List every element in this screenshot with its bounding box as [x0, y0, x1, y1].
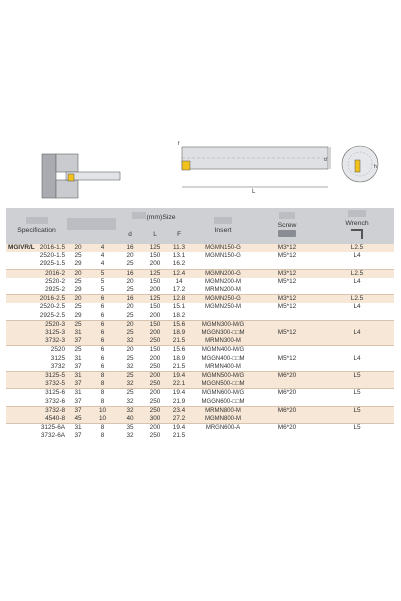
model-cell	[6, 320, 35, 329]
wrench-cell	[320, 260, 394, 269]
model-cell	[6, 363, 35, 372]
spec-cell: 2925-2.5	[35, 312, 67, 321]
insert-cell: MRMN800-M	[192, 406, 254, 415]
size-a-cell: 31	[67, 424, 89, 433]
dim-F-cell: 15.6	[166, 320, 192, 329]
spec-cell: 3732-5	[35, 380, 67, 389]
table-row	[6, 406, 394, 415]
wrench-cell	[320, 320, 394, 329]
size-b-cell: 8	[89, 372, 116, 381]
size-a-cell: 37	[67, 406, 89, 415]
dim-L-cell: 250	[144, 406, 166, 415]
wrench-cell: L5	[320, 406, 394, 415]
dim-d-label: d	[324, 157, 327, 163]
dim-L-cell: 200	[144, 260, 166, 269]
spec-cell: 3125-6A	[35, 424, 67, 433]
table-row	[6, 320, 394, 329]
header-placeholder-block	[67, 218, 116, 230]
screw-cell: M5*12	[254, 355, 320, 363]
dim-L-cell: 250	[144, 337, 166, 346]
spec-cell: 3125-3	[35, 329, 67, 337]
size-a-cell: 20	[67, 269, 89, 278]
table-row	[6, 389, 394, 398]
size-a-cell: 25	[67, 346, 89, 355]
insert-cell: MGGN400-□□M	[192, 355, 254, 363]
table-row	[6, 398, 394, 407]
insert-cell: MRMN400-M	[192, 363, 254, 372]
table-row	[6, 424, 394, 433]
spec-cell: 3125-6	[35, 389, 67, 398]
dim-d-cell: 16	[116, 269, 144, 278]
table-row	[6, 355, 394, 363]
size-b-cell: 5	[89, 286, 116, 295]
workpiece-wall-top	[56, 154, 78, 172]
header-insert: Insert	[192, 208, 254, 244]
insert-tip	[182, 161, 190, 170]
size-a-cell: 20	[67, 244, 89, 252]
dim-L-cell: 250	[144, 398, 166, 407]
dim-F-cell: 12.4	[166, 269, 192, 278]
dim-F-cell: 12.8	[166, 295, 192, 304]
size-a-cell: 20	[67, 295, 89, 304]
size-b-cell: 8	[89, 424, 116, 433]
dim-d-cell: 32	[116, 380, 144, 389]
screw-cell	[254, 286, 320, 295]
table-row	[6, 415, 394, 424]
table-row	[6, 312, 394, 321]
size-b-cell: 6	[89, 337, 116, 346]
size-b-cell: 6	[89, 312, 116, 321]
spec-cell: 3732-6	[35, 398, 67, 407]
dim-F-cell: 19.4	[166, 372, 192, 381]
dim-h-label: h	[374, 164, 377, 170]
table-row	[6, 278, 394, 286]
model-cell	[6, 424, 35, 433]
dim-d-cell: 35	[116, 424, 144, 433]
size-b-cell: 5	[89, 269, 116, 278]
dim-F-cell: 27.2	[166, 415, 192, 424]
insert-cell: MGMN250-G	[192, 295, 254, 304]
insert-cell: MGMN150-G	[192, 244, 254, 252]
dim-F-cell: 15.1	[166, 303, 192, 311]
screw-cell: M5*12	[254, 278, 320, 286]
spec-cell: 3125-5	[35, 372, 67, 381]
screw-cell: M3*12	[254, 269, 320, 278]
dim-F-cell: 21.5	[166, 337, 192, 346]
dim-d-cell: 25	[116, 389, 144, 398]
size-b-cell: 8	[89, 398, 116, 407]
screw-cell: M5*12	[254, 252, 320, 260]
model-cell	[6, 355, 35, 363]
insert-cell: MGMN400-M/G	[192, 346, 254, 355]
size-b-cell: 4	[89, 244, 116, 252]
dim-F-cell: 18.9	[166, 355, 192, 363]
header-placeholder-cell	[67, 208, 116, 244]
screw-cell: M3*12	[254, 295, 320, 304]
dim-L-label: L	[252, 189, 256, 195]
size-a-cell: 31	[67, 372, 89, 381]
holder-cross-section-diagram	[40, 150, 122, 202]
dim-F-cell: 11.3	[166, 244, 192, 252]
size-a-cell: 25	[67, 303, 89, 311]
insert-tip	[355, 160, 360, 172]
dim-d-cell: 25	[116, 355, 144, 363]
wrench-cell: L4	[320, 303, 394, 311]
dim-F-cell: 14	[166, 278, 192, 286]
size-b-cell: 8	[89, 389, 116, 398]
insert-cell: MGGN600-□□M	[192, 398, 254, 407]
table-row	[6, 363, 394, 372]
dim-d-cell: 32	[116, 337, 144, 346]
table-row	[6, 295, 394, 304]
table-body	[6, 244, 394, 441]
header-placeholder-block	[132, 212, 146, 219]
wrench-cell	[320, 432, 394, 440]
table-row	[6, 337, 394, 346]
header-placeholder-block	[279, 212, 295, 219]
wrench-cell: L5	[320, 424, 394, 433]
dim-F-cell: 19.4	[166, 389, 192, 398]
model-cell	[6, 372, 35, 381]
size-a-cell: 37	[67, 337, 89, 346]
size-a-cell: 31	[67, 389, 89, 398]
insert-cell	[192, 260, 254, 269]
wrench-cell: L2.5	[320, 244, 394, 252]
size-a-cell: 45	[67, 415, 89, 424]
insert-cell: MGMN250-M	[192, 303, 254, 311]
model-cell	[6, 312, 35, 321]
model-cell	[6, 346, 35, 355]
size-b-cell: 6	[89, 346, 116, 355]
table-row	[6, 286, 394, 295]
table-row	[6, 380, 394, 389]
header-dim-L: L	[144, 226, 166, 244]
model-cell	[6, 295, 35, 304]
screw-cell	[254, 320, 320, 329]
dim-L-cell: 150	[144, 320, 166, 329]
spec-cell: 3732-6A	[35, 432, 67, 440]
model-cell	[6, 415, 35, 424]
size-a-cell: 37	[67, 432, 89, 440]
size-b-cell: 6	[89, 363, 116, 372]
size-a-cell: 29	[67, 260, 89, 269]
model-cell	[6, 337, 35, 346]
wrench-cell	[320, 363, 394, 372]
table-row	[6, 329, 394, 337]
wrench-cell: L4	[320, 355, 394, 363]
dim-d-cell: 20	[116, 320, 144, 329]
screw-cell	[254, 363, 320, 372]
spec-cell: 3732-8	[35, 406, 67, 415]
table-row	[6, 346, 394, 355]
wrench-cell: L4	[320, 278, 394, 286]
spec-cell: 2520-1.5	[35, 252, 67, 260]
size-b-cell: 10	[89, 406, 116, 415]
dim-d-cell: 25	[116, 312, 144, 321]
header-wrench: Wrench	[320, 208, 394, 244]
spec-cell: 4540-8	[35, 415, 67, 424]
spec-cell: 2520-2	[35, 278, 67, 286]
model-cell	[6, 252, 35, 260]
dim-L-cell: 200	[144, 312, 166, 321]
model-cell	[6, 329, 35, 337]
dim-L-cell: 300	[144, 415, 166, 424]
wrench-icon	[351, 229, 363, 239]
insert-cell: MGMN600-M/G	[192, 389, 254, 398]
insert-cell	[192, 432, 254, 440]
spec-cell: 2016-1.5	[35, 244, 67, 252]
dim-d-cell: 25	[116, 260, 144, 269]
wrench-cell: L2.5	[320, 295, 394, 304]
insert-tip	[68, 174, 74, 181]
dim-L-cell: 250	[144, 363, 166, 372]
spec-cell: 2520-3	[35, 320, 67, 329]
dim-d-cell: 32	[116, 432, 144, 440]
insert-cell: MGGN500-□□M	[192, 380, 254, 389]
size-a-cell: 29	[67, 286, 89, 295]
table-row	[6, 432, 394, 440]
workpiece-wall-left	[42, 154, 56, 198]
screw-cell: M6*20	[254, 424, 320, 433]
dim-F-cell: 23.4	[166, 406, 192, 415]
insert-cell: MGMN800-M	[192, 415, 254, 424]
spec-cell: 2520-2.5	[35, 303, 67, 311]
dim-F-cell: 19.4	[166, 424, 192, 433]
spec-cell: 2520	[35, 346, 67, 355]
size-a-cell: 25	[67, 252, 89, 260]
dim-d-cell: 40	[116, 415, 144, 424]
table-row	[6, 244, 394, 252]
header-size: (mm)Size	[116, 208, 192, 226]
table-row	[6, 269, 394, 278]
dim-d-cell: 32	[116, 406, 144, 415]
wrench-cell	[320, 398, 394, 407]
screw-cell	[254, 398, 320, 407]
size-a-cell: 29	[67, 312, 89, 321]
specification-table	[6, 208, 394, 441]
insert-cell: MGMN300-M/G	[192, 320, 254, 329]
spec-cell: 2925-1.5	[35, 260, 67, 269]
screw-icon	[278, 230, 296, 237]
wrench-cell	[320, 415, 394, 424]
dim-L-cell: 125	[144, 295, 166, 304]
model-cell	[6, 269, 35, 278]
insert-cell: MGMN500-M/G	[192, 372, 254, 381]
workpiece-wall-bottom	[56, 180, 78, 198]
dim-L-cell: 150	[144, 303, 166, 311]
screw-cell: M5*12	[254, 329, 320, 337]
size-b-cell: 6	[89, 303, 116, 311]
wrench-cell	[320, 346, 394, 355]
dim-d-cell: 32	[116, 363, 144, 372]
wrench-cell	[320, 312, 394, 321]
header-dim-d: d	[116, 226, 144, 244]
size-a-cell: 25	[67, 278, 89, 286]
dim-L-cell: 125	[144, 244, 166, 252]
size-a-cell: 37	[67, 363, 89, 372]
dim-L-cell: 200	[144, 424, 166, 433]
model-cell	[6, 406, 35, 415]
dim-F-cell: 18.9	[166, 329, 192, 337]
table-row	[6, 260, 394, 269]
size-b-cell: 6	[89, 329, 116, 337]
screw-cell	[254, 432, 320, 440]
dim-F-cell: 15.6	[166, 346, 192, 355]
dim-F-cell: 21.9	[166, 398, 192, 407]
dim-L-cell: 250	[144, 432, 166, 440]
header-placeholder-block	[26, 217, 48, 224]
wrench-cell	[320, 337, 394, 346]
screw-cell	[254, 312, 320, 321]
wrench-cell	[320, 380, 394, 389]
dim-L-cell: 200	[144, 355, 166, 363]
dim-f-label: f	[178, 141, 180, 147]
dim-F-cell: 16.2	[166, 260, 192, 269]
size-b-cell: 8	[89, 380, 116, 389]
table-row	[6, 252, 394, 260]
dim-F-cell: 21.5	[166, 363, 192, 372]
spec-cell: 3732	[35, 363, 67, 372]
screw-cell	[254, 415, 320, 424]
model-cell	[6, 432, 35, 440]
size-a-cell: 37	[67, 380, 89, 389]
screw-cell: M6*20	[254, 389, 320, 398]
dim-L-cell: 125	[144, 269, 166, 278]
size-b-cell: 8	[89, 432, 116, 440]
size-b-cell: 6	[89, 320, 116, 329]
screw-cell: M5*12	[254, 303, 320, 311]
insert-cell: MGMN200-G	[192, 269, 254, 278]
screw-cell: M3*12	[254, 244, 320, 252]
model-cell	[6, 389, 35, 398]
model-cell	[6, 286, 35, 295]
size-b-cell: 4	[89, 252, 116, 260]
dim-F-cell: 18.2	[166, 312, 192, 321]
screw-cell	[254, 380, 320, 389]
dim-d-cell: 16	[116, 295, 144, 304]
holder-side-view-diagram	[178, 135, 333, 200]
model-cell	[6, 303, 35, 311]
screw-cell	[254, 260, 320, 269]
dim-F-cell: 13.1	[166, 252, 192, 260]
dim-d-cell: 20	[116, 346, 144, 355]
model-cell	[6, 380, 35, 389]
model-cell	[6, 278, 35, 286]
table-row	[6, 303, 394, 311]
dim-L-cell: 200	[144, 372, 166, 381]
dim-F-cell: 22.1	[166, 380, 192, 389]
header-placeholder-block	[348, 210, 366, 217]
size-a-cell: 31	[67, 355, 89, 363]
header-placeholder-block	[214, 217, 232, 224]
spec-cell: 3732-3	[35, 337, 67, 346]
size-a-cell: 25	[67, 320, 89, 329]
insert-cell: MGMN150-G	[192, 252, 254, 260]
header-specification: Specification	[6, 208, 67, 244]
screw-cell: M6*20	[254, 406, 320, 415]
dim-d-cell: 16	[116, 244, 144, 252]
model-cell	[6, 260, 35, 269]
screw-cell	[254, 346, 320, 355]
wrench-cell: L4	[320, 329, 394, 337]
wrench-cell: L4	[320, 252, 394, 260]
holder-end-view-diagram	[338, 138, 383, 196]
insert-cell: MGGN300-□□M	[192, 329, 254, 337]
wrench-cell: L5	[320, 372, 394, 381]
spec-cell: 2016-2.5	[35, 295, 67, 304]
size-b-cell: 5	[89, 278, 116, 286]
dim-L-cell: 200	[144, 286, 166, 295]
dim-d-cell: 25	[116, 372, 144, 381]
dim-L-cell: 150	[144, 346, 166, 355]
insert-cell: MRMN300-M	[192, 337, 254, 346]
dim-F-cell: 21.5	[166, 432, 192, 440]
model-cell	[6, 398, 35, 407]
dim-d-cell: 20	[116, 303, 144, 311]
screw-cell	[254, 337, 320, 346]
insert-cell: MRMN200-M	[192, 286, 254, 295]
dim-d-cell: 32	[116, 398, 144, 407]
size-b-cell: 4	[89, 260, 116, 269]
dim-L-cell: 250	[144, 380, 166, 389]
insert-cell: MGMN200-M	[192, 278, 254, 286]
dim-d-cell: 20	[116, 278, 144, 286]
dim-L-cell: 150	[144, 278, 166, 286]
wrench-cell: L2.5	[320, 269, 394, 278]
header-screw: Screw	[254, 208, 320, 244]
spec-cell: 2925-2	[35, 286, 67, 295]
size-a-cell: 31	[67, 329, 89, 337]
wrench-cell: L5	[320, 389, 394, 398]
model-cell: MGIVR/L	[8, 244, 35, 251]
dim-L-cell: 150	[144, 252, 166, 260]
header-dim-F: F	[166, 226, 192, 244]
dim-d-cell: 20	[116, 252, 144, 260]
spec-cell: 2016-2	[35, 269, 67, 278]
dim-d-cell: 25	[116, 286, 144, 295]
table-row	[6, 372, 394, 381]
dim-d-cell: 25	[116, 329, 144, 337]
wrench-cell	[320, 286, 394, 295]
insert-cell	[192, 312, 254, 321]
dim-L-cell: 200	[144, 329, 166, 337]
size-b-cell: 6	[89, 355, 116, 363]
screw-cell: M6*20	[254, 372, 320, 381]
dim-F-cell: 17.2	[166, 286, 192, 295]
spec-cell: 3125	[35, 355, 67, 363]
size-b-cell: 6	[89, 295, 116, 304]
insert-cell: MRGN600-A	[192, 424, 254, 433]
size-b-cell: 10	[89, 415, 116, 424]
dim-L-cell: 200	[144, 389, 166, 398]
size-a-cell: 37	[67, 398, 89, 407]
